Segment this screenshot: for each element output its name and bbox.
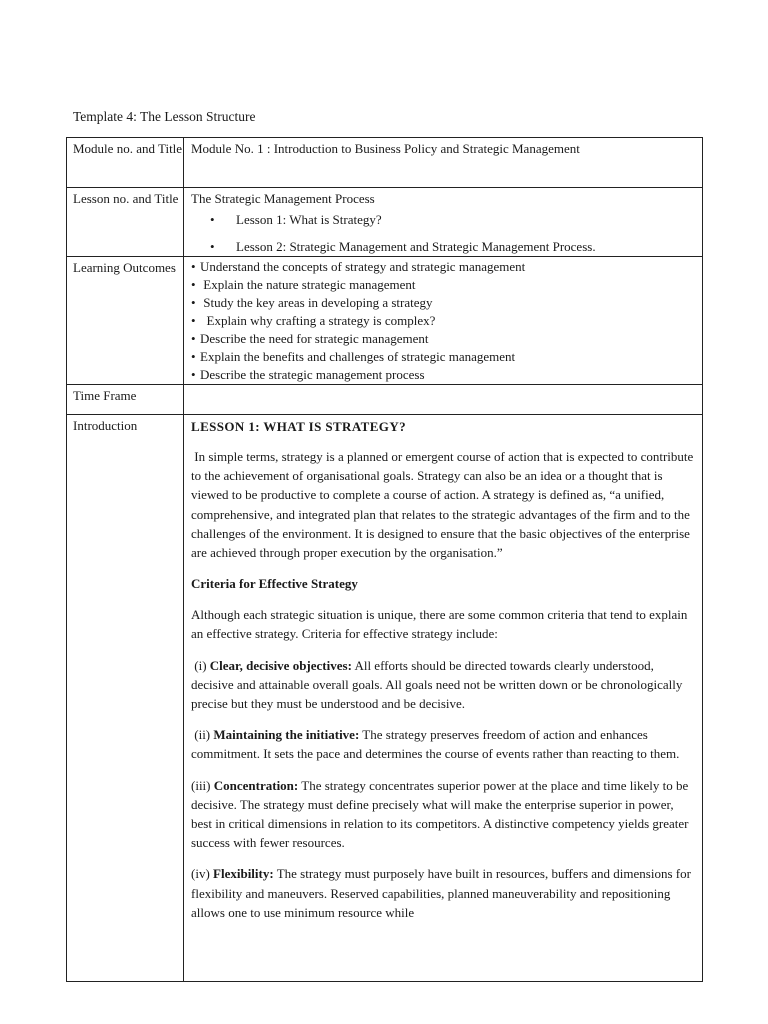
lesson-row <box>67 188 703 257</box>
module-title: Module No. 1 : Introduction to Business Policy and Strategic Management <box>184 138 703 188</box>
criteria-item <box>191 656 696 714</box>
criteria-number: (iii) <box>191 777 214 793</box>
bullet-icon: • <box>191 313 196 328</box>
outcome-text: Study the key areas in developing a strategy <box>200 295 433 310</box>
bullet-icon: • <box>191 259 196 274</box>
bullet-icon: • <box>191 349 196 364</box>
criteria-term: Maintaining the initiative: <box>213 727 360 743</box>
bullet-icon: • <box>210 239 215 254</box>
lesson-label: Lesson no. and Title <box>67 188 184 257</box>
outcome-text: Understand the concepts of strategy and strategic management <box>200 259 526 274</box>
criteria-term: Concentration: <box>213 777 299 793</box>
outcome-text: Explain the benefits and challenges of strategic management <box>200 349 516 364</box>
list-item <box>191 294 696 312</box>
bullet-icon: • <box>210 212 215 227</box>
strategy-definition-paragraph: In simple terms, strategy is a planned or emergent course of action that is expected to contribute to the achievement of organisational goals. Strategy can also be an idea or a thought that is viewed to be productive to complete a course of action. A strategy is defined as, “a unified, comprehensive, and integrated plan that relates to the strategic advantages of the firm and to the challenges of the environment. It is designed to ensure that the basic objectives of the enterprise are achieved through proper execution by the organisation.” <box>191 449 697 561</box>
introduction-row <box>67 415 703 982</box>
list-item <box>191 348 696 366</box>
outcomes-list <box>191 258 696 384</box>
criteria-item <box>191 864 696 922</box>
list-item <box>191 330 696 348</box>
outcome-text: Explain why crafting a strategy is complex? <box>200 313 436 328</box>
outcome-text: Describe the strategic management process <box>200 367 425 382</box>
criteria-term: Clear, decisive objectives: <box>209 657 352 673</box>
lesson-structure-table <box>66 137 703 982</box>
list-item <box>191 237 696 256</box>
outcomes-cell <box>184 257 703 385</box>
criteria-item <box>191 776 696 853</box>
criteria-text: All efforts should be directed towards clearly understood, decisive and attainable overall goals. All goals need not be written down or be chronologically precise but they must be understood and be decisive. <box>191 657 686 712</box>
criteria-intro-paragraph: Although each strategic situation is unique, there are some common criteria that tend to explain an effective strategy. Criteria for effective strategy include: <box>191 607 688 642</box>
introduction-label: Introduction <box>67 415 184 982</box>
outcomes-label: Learning Outcomes <box>67 257 184 385</box>
criteria-number: (i) <box>191 657 210 673</box>
criteria-item <box>191 725 696 763</box>
time-frame-value <box>184 385 703 415</box>
list-item <box>191 276 696 294</box>
outcome-text: Explain the nature strategic management <box>200 277 416 292</box>
bullet-icon: • <box>191 331 196 346</box>
criteria-number: (ii) <box>191 727 214 743</box>
list-item <box>191 210 696 229</box>
criteria-text: The strategy must purposely have built in resources, buffers and dimensions for flexibility and maneuvers. Reserved capabilities, planned maneuverability and repositioning allows one to use minimum resource while <box>191 866 695 920</box>
lesson-item-2: Lesson 2: Strategic Management and Strategic Management Process. <box>236 239 596 254</box>
list-item <box>191 366 696 384</box>
criteria-heading: Criteria for Effective Strategy <box>191 576 358 592</box>
criteria-number: (iv) <box>191 866 214 882</box>
lesson-1-heading: LESSON 1: WHAT IS STRATEGY? <box>191 419 407 434</box>
introduction-cell <box>184 415 703 982</box>
lesson-item-1: Lesson 1: What is Strategy? <box>236 212 382 227</box>
bullet-icon: • <box>191 277 196 292</box>
document-title: Template 4: The Lesson Structure <box>73 109 256 124</box>
time-frame-label: Time Frame <box>67 385 184 415</box>
time-frame-row <box>67 385 703 415</box>
criteria-term: Flexibility: <box>213 866 274 882</box>
bullet-icon: • <box>191 367 196 382</box>
outcome-text: Describe the need for strategic management <box>200 331 429 346</box>
module-row <box>67 138 703 188</box>
criteria-text: The strategy preserves freedom of action and enhances commitment. It sets the pace and determines the course of events rather than reacting to them. <box>191 727 680 762</box>
bullet-icon: • <box>191 295 196 310</box>
lesson-heading: The Strategic Management Process <box>191 191 375 206</box>
outcomes-row <box>67 257 703 385</box>
list-item <box>191 258 696 276</box>
lesson-cell <box>184 188 703 257</box>
lesson-list <box>191 210 696 256</box>
module-label: Module no. and Title <box>67 138 184 188</box>
criteria-text: The strategy concentrates superior power at the place and time likely to be decisive. The strategy must define precisely what will make the enterprise superior in power, best in critical dimensions in relation to its competitors. A distinctive competency yields greater success with fewer resources. <box>191 777 692 851</box>
list-item <box>191 312 696 330</box>
